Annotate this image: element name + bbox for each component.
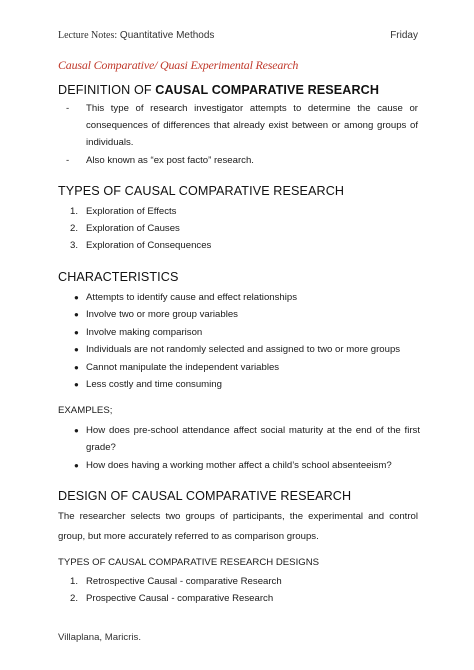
design-heading: DESIGN OF CAUSAL COMPARATIVE RESEARCH	[58, 489, 352, 503]
types-item-text: Exploration of Causes	[86, 223, 180, 235]
characteristics-list	[60, 289, 420, 393]
list-item: 1. Exploration of Effects	[70, 203, 420, 220]
list-item: ● How does having a working mother affect a child’s school absenteeism?	[60, 457, 420, 474]
list-item: - Also known as “ex post facto” research.	[58, 152, 418, 169]
examples-label: EXAMPLES;	[58, 405, 113, 416]
bullet-icon: ●	[74, 460, 79, 470]
definition-heading-bold: CAUSAL COMPARATIVE RESEARCH	[155, 83, 380, 97]
types-heading: TYPES OF CAUSAL COMPARATIVE RESEARCH	[58, 184, 345, 198]
definition-heading	[58, 83, 379, 97]
bullet-icon: ●	[74, 345, 79, 355]
design-list	[70, 573, 420, 607]
types-item-text: Exploration of Consequences	[86, 240, 212, 252]
list-item: 1. Retrospective Causal - comparative Research	[70, 573, 420, 590]
bullet-icon: ●	[74, 362, 79, 372]
list-item: 3. Exploration of Consequences	[70, 237, 420, 254]
examples-list	[60, 422, 420, 474]
bullet-icon: ●	[74, 327, 79, 337]
list-item: ● Involve two or more group variables	[60, 306, 420, 323]
list-item: ● Cannot manipulate the independent variables	[60, 359, 420, 376]
page-footer: Villaplana, Maricris.	[58, 632, 141, 643]
list-item: ● Attempts to identify cause and effect relationships	[60, 289, 420, 306]
header-day: Friday	[390, 30, 418, 41]
types-item-text: Exploration of Effects	[86, 206, 177, 217]
types-list	[70, 203, 420, 255]
list-item: ● How does pre-school attendance affect social maturity at the end of the first grade?	[60, 422, 420, 457]
design-subheading: TYPES OF CAUSAL COMPARATIVE RESEARCH DESIGNS	[58, 557, 320, 568]
design-item-text: Prospective Causal - comparative Research	[86, 593, 274, 605]
bullet-icon: ●	[74, 310, 79, 320]
list-item: - This type of research investigator attempts to determine the cause or consequences of differences that already exist between or among groups of individuals.	[58, 100, 418, 152]
definition-item-text: Also known as “ex post facto” research.	[86, 154, 254, 166]
definition-heading-prefix: DEFINITION OF	[58, 83, 156, 97]
list-item: 2. Prospective Causal - comparative Research	[70, 590, 420, 607]
list-item: ● Individuals are not randomly selected and assigned to two or more groups	[60, 341, 420, 358]
bullet-icon: ●	[74, 380, 79, 390]
list-item: ● Less costly and time consuming	[60, 376, 420, 393]
design-item-text: Retrospective Causal - comparative Research	[86, 576, 282, 587]
list-item: ● Involve making comparison	[60, 324, 420, 341]
bullet-icon: ●	[74, 426, 79, 435]
definition-item-text: This type of research investigator attempts to determine the cause or consequences of differences that already exist between or among groups of individuals.	[86, 103, 418, 149]
characteristics-heading: CHARACTERISTICS	[58, 270, 179, 284]
design-paragraph: The researcher selects two groups of participants, the experimental and control group, but more accurately referred to as comparison groups.	[58, 511, 418, 542]
header-subject: Quantitative Methods	[119, 30, 215, 41]
page-header	[58, 30, 418, 41]
list-item: 2. Exploration of Causes	[70, 220, 420, 237]
bullet-icon: ●	[74, 293, 79, 302]
header-label: Lecture Notes:	[58, 30, 118, 41]
subject-title: Causal Comparative/ Quasi Experimental Research	[58, 58, 299, 72]
definition-list	[58, 100, 418, 169]
